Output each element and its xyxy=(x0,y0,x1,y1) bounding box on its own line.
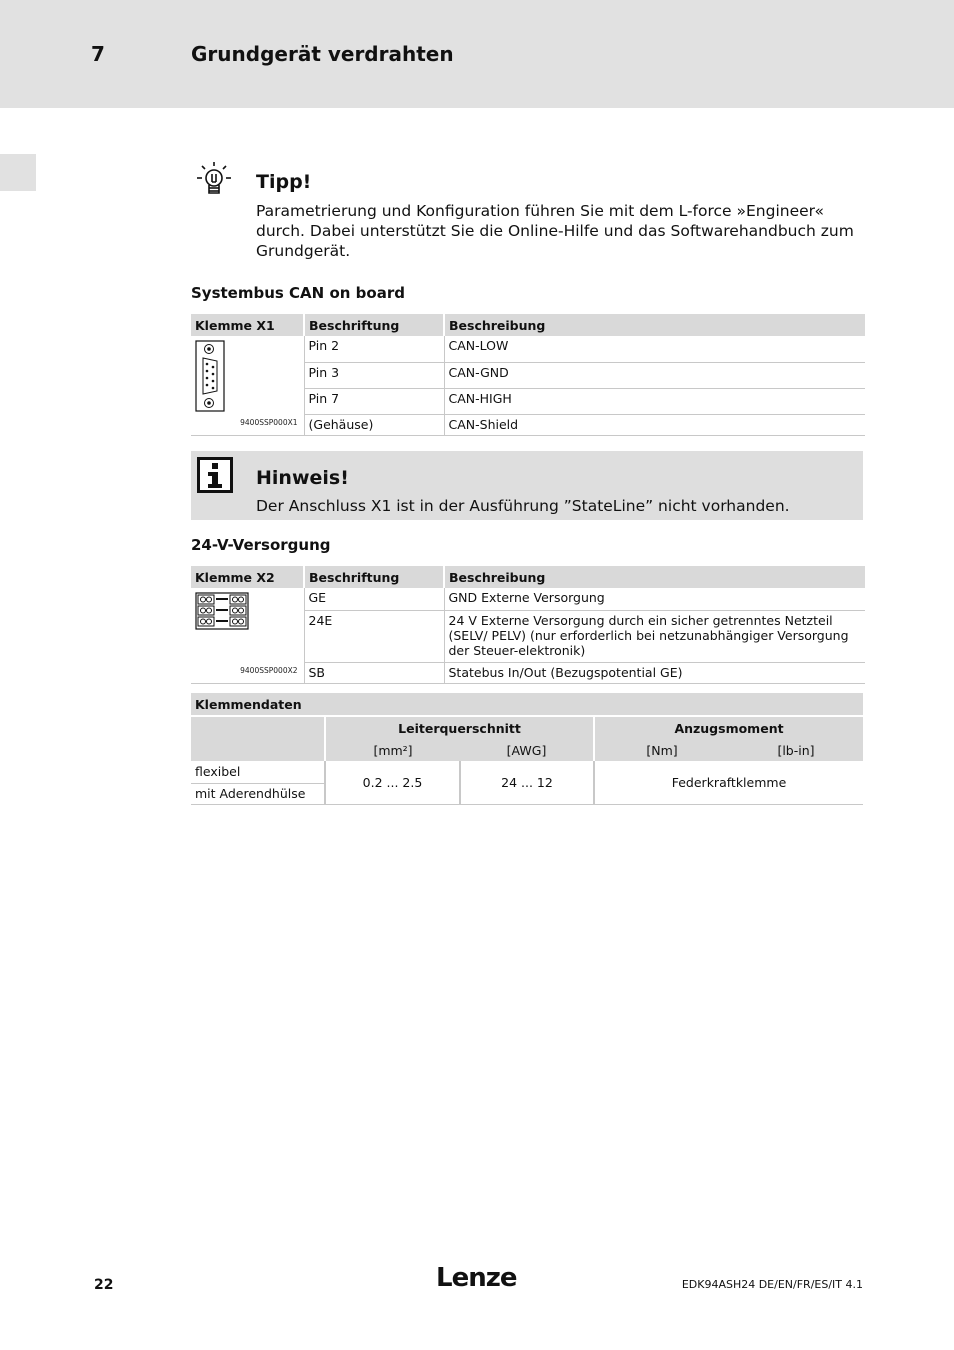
tip-title: Tipp! xyxy=(256,171,312,193)
lightbulb-icon xyxy=(194,160,234,200)
supply-header-terminal: Klemme X2 xyxy=(191,566,304,588)
can-row-label: (Gehäuse) xyxy=(304,414,444,435)
supply-row-desc: GND Externe Versorgung xyxy=(444,588,865,610)
chapter-title: Grundgerät verdrahten xyxy=(191,42,454,66)
supply-row-desc: Statebus In/Out (Bezugspotential GE) xyxy=(444,662,865,683)
conductor-cross-section-header: Leiterquerschnitt xyxy=(325,717,594,739)
value-torque: Federkraftklemme xyxy=(594,761,863,804)
can-row-desc: CAN-HIGH xyxy=(444,388,865,414)
hint-box xyxy=(191,451,863,520)
terminal-data-corner xyxy=(191,717,325,761)
supply-row-desc: 24 V Externe Versorgung durch ein sicher getrenntes Netzteil (SELV/ PELV) (nur erforderlich bei netzunabhängiger Versorgung der Steuer-elektronik) xyxy=(444,610,865,662)
document-id: EDK94ASH24 DE/EN/FR/ES/IT 4.1 xyxy=(681,1278,863,1291)
supply-row-label: SB xyxy=(304,662,444,683)
terminal-data-table xyxy=(191,693,863,805)
sub-d-connector-icon xyxy=(195,340,229,414)
supply-section-title: 24-V-Versorgung xyxy=(191,536,331,554)
can-header-description: Beschreibung xyxy=(444,314,865,336)
tightening-torque-header: Anzugsmoment xyxy=(594,717,863,739)
lenze-logo: Lenze xyxy=(436,1263,517,1293)
can-row-label: Pin 7 xyxy=(304,388,444,414)
chapter-header xyxy=(0,0,954,108)
supply-table xyxy=(191,566,865,684)
supply-row-label: 24E xyxy=(304,610,444,662)
can-row-label: Pin 2 xyxy=(304,336,444,362)
can-row-desc: CAN-LOW xyxy=(444,336,865,362)
supply-row-label: GE xyxy=(304,588,444,610)
terminal-data-title: Klemmendaten xyxy=(191,693,863,715)
can-table xyxy=(191,314,865,436)
unit-lbin: [lb-in] xyxy=(729,739,863,761)
unit-awg: [AWG] xyxy=(460,739,594,761)
can-connector-image xyxy=(191,336,304,435)
hint-title: Hinweis! xyxy=(256,467,349,489)
terminal-block-icon xyxy=(195,592,249,630)
unit-nm: [Nm] xyxy=(594,739,729,761)
tip-text: Parametrierung und Konfiguration führen Sie mit dem L-force »Engineer« durch. Dabei unterstützt Sie die Online-Hilfe und das Softwarehandbuch zum Grundgerät. xyxy=(256,202,854,260)
can-header-terminal: Klemme X1 xyxy=(191,314,304,336)
can-row-desc: CAN-GND xyxy=(444,362,865,388)
supply-connector-image xyxy=(191,588,304,683)
hint-text: Der Anschluss X1 ist in der Ausführung ”StateLine” nicht vorhanden. xyxy=(256,497,790,515)
can-image-code: 9400SSP000X1 xyxy=(240,417,298,427)
info-icon xyxy=(197,457,233,493)
can-section-title: Systembus CAN on board xyxy=(191,284,405,302)
supply-header-description: Beschreibung xyxy=(444,566,865,588)
can-header-label: Beschriftung xyxy=(304,314,444,336)
can-row-desc: CAN-Shield xyxy=(444,414,865,435)
supply-image-code: 9400SSP000X2 xyxy=(240,665,298,675)
side-tab-marker xyxy=(0,154,36,191)
row-ferrule: mit Aderendhülse xyxy=(191,783,325,804)
page-number: 22 xyxy=(94,1277,114,1293)
supply-header-label: Beschriftung xyxy=(304,566,444,588)
chapter-number: 7 xyxy=(91,42,105,66)
row-flexible: flexibel xyxy=(191,761,325,783)
value-awg: 24 ... 12 xyxy=(460,761,594,804)
unit-mm2: [mm²] xyxy=(325,739,460,761)
value-mm2: 0.2 ... 2.5 xyxy=(325,761,460,804)
can-row-label: Pin 3 xyxy=(304,362,444,388)
